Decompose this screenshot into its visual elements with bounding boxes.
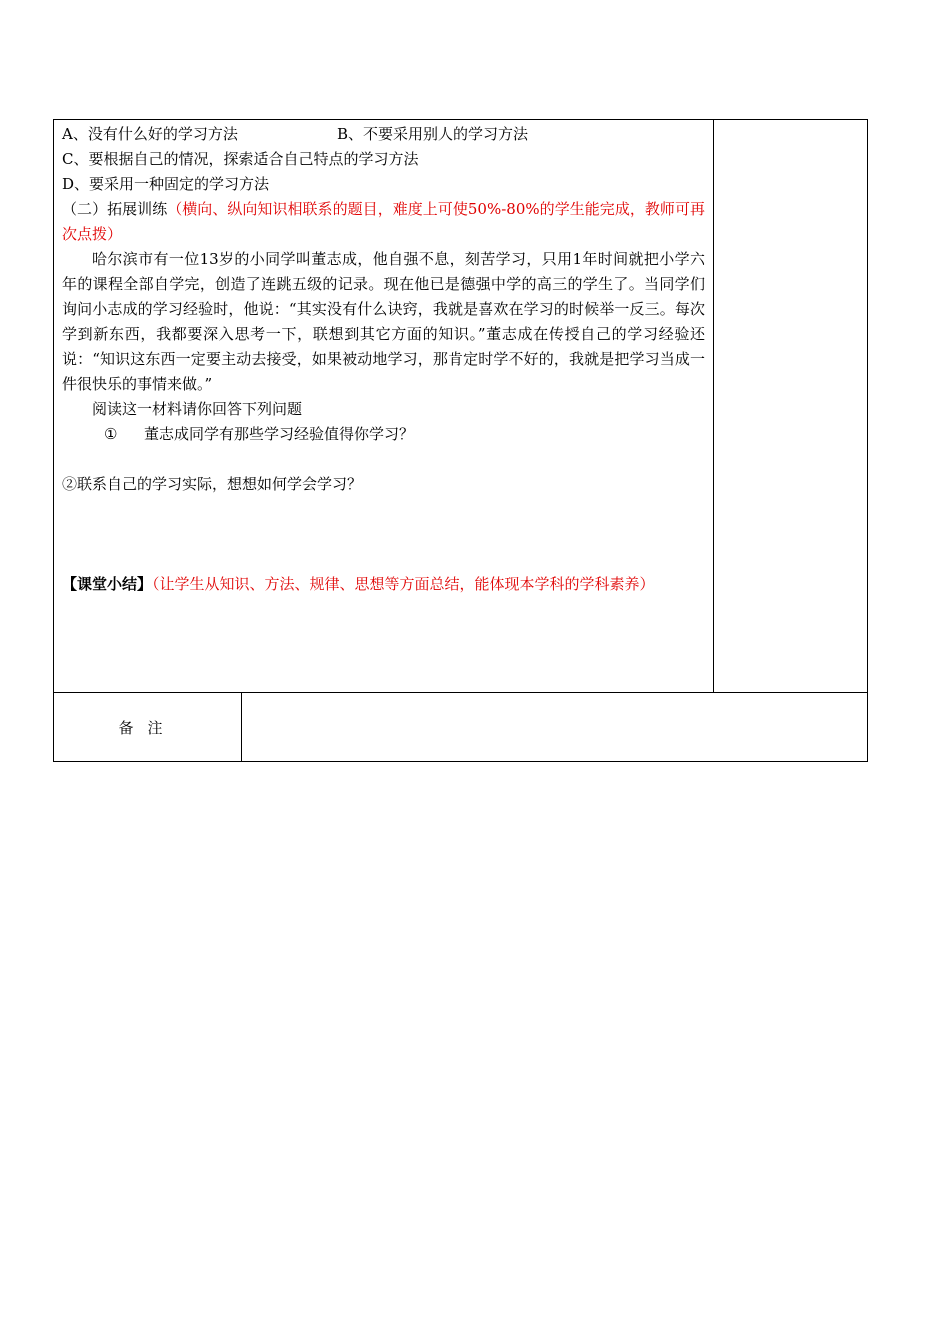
summary-label: 【课堂小结】 [62,575,153,593]
question-1 [62,422,705,447]
main-content-cell [54,120,714,693]
question-2: ②联系自己的学习实际，想想如何学会学习？ [62,475,363,493]
summary-section [62,572,705,597]
lesson-plan-table [53,119,868,762]
extension-heading: （二）拓展训练 [62,200,168,218]
extension-note: （横向、纵向知识相联系的题目，难度上可使50%-80%的学生能完成，教师可再次点拨） [62,200,705,243]
option-a: A、没有什么好的学习方法 [62,125,238,143]
option-c: C、要根据自己的情况，探索适合自己特点的学习方法 [62,150,419,168]
reading-prompt: 阅读这一材料请你回答下列问题 [92,400,303,418]
passage-text: 哈尔滨市有一位13岁的小同学叫董志成，他自强不息，刻苦学习，只用1年时间就把小学六年的课程全部自学完，创造了连跳五级的记录。现在他已是德强中学的高三的学生了。当同学们询问小志成的学习经验时，他说：“其实没有什么诀窍，我就是喜欢在学习的时候举一反三。每次学到新东西，我都要深入思考一下，联想到其它方面的知识。”董志成在传授自己的学习经验还说：“知识这东西一定要主动去接受，如果被动地学习，那肯定时学不好的，我就是把学习当成一件很快乐的事情来做。” [62,250,706,393]
question-1-text: 董志成同学有那些学习经验值得你学习？ [144,425,415,443]
question-1-number: ① [104,425,118,443]
remarks-cell [242,693,868,762]
remarks-label: 备注 [54,693,242,762]
answer-space-2 [62,497,705,572]
main-row [54,120,868,693]
extension-section [62,197,705,247]
summary-note: （让学生从知识、方法、规律、思想等方面总结，能体现本学科的学科素养） [152,575,655,593]
options-ab-line [62,122,705,147]
lesson-content [54,120,713,597]
remarks-row [54,693,868,762]
answer-space-1 [62,447,705,472]
option-b: B、不要采用别人的学习方法 [337,125,529,143]
side-notes-cell [714,120,868,693]
option-d: D、要采用一种固定的学习方法 [62,175,270,193]
